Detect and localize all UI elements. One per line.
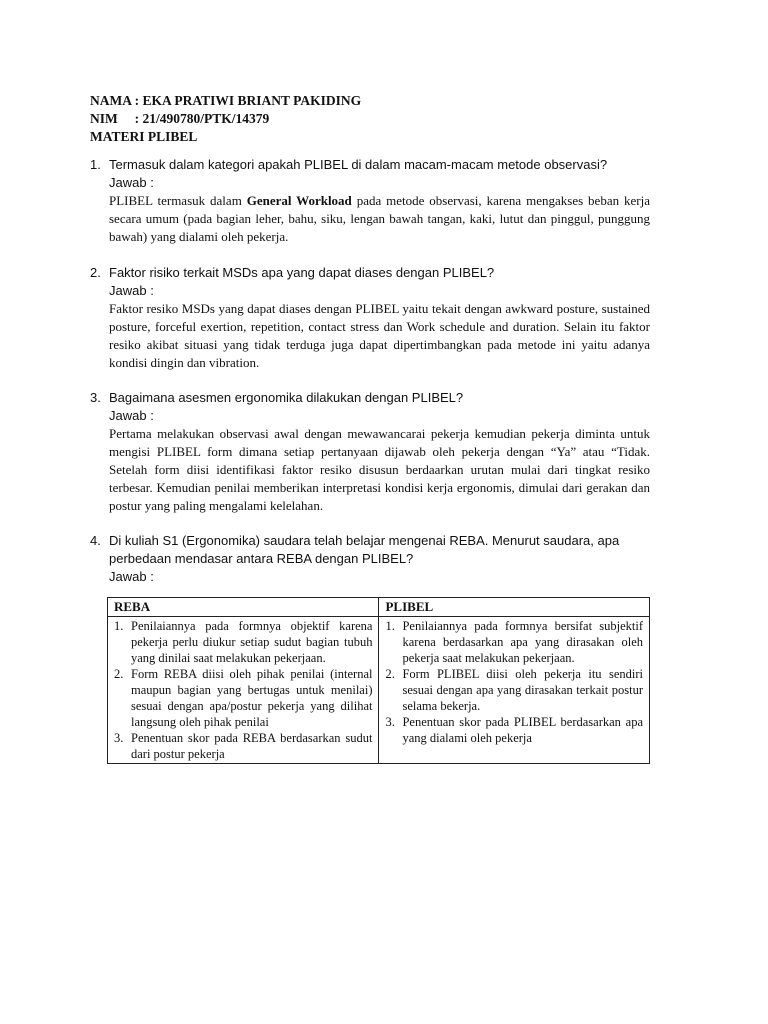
- comparison-table: [107, 597, 650, 764]
- question-text: Faktor risiko terkait MSDs apa yang dapat diases dengan PLIBEL?: [109, 265, 495, 280]
- question-1: [90, 156, 650, 246]
- answer-text: Faktor resiko MSDs yang dapat diases dengan PLIBEL yaitu tekait dengan awkward posture, sustained posture, forceful exertion, repetition, contact stress dan Work schedule and duration. Selain itu faktor resiko akibat situasi yang tidak terduga juga dapat dipertimbangkan pada metode ini yaitu adanya kondisi dingin dan vibration.: [109, 301, 650, 370]
- name-label: NAMA: [90, 93, 132, 108]
- question-3: [90, 389, 650, 515]
- answer-text: PLIBEL termasuk dalam General Workload pada metode observasi, karena mengakses beban kerja secara umum (pada bagian leher, bahu, siku, lengan bawah tangan, kaki, lutut dan pinggul, punggung bawah) yang dialami oleh pekerja.: [109, 193, 650, 244]
- question-2: [90, 264, 650, 372]
- answer-label: Jawab :: [109, 569, 154, 584]
- list-item: 2. Form PLIBEL diisi oleh pekerja itu sendiri sesuai dengan apa yang dirasakan terkait postur selama bekerja.: [385, 667, 643, 713]
- nim-value: 21/490780/PTK/14379: [142, 111, 270, 126]
- question-number: 2.: [90, 265, 101, 280]
- question-text: Di kuliah S1 (Ergonomika) saudara telah belajar mengenai REBA. Menurut saudara, apa perbedaan mendasar antara REBA dengan PLIBEL?: [109, 533, 620, 566]
- answer-bold-term: General Workload: [246, 193, 352, 208]
- answer-label: Jawab :: [109, 408, 154, 423]
- question-number: 4.: [90, 533, 101, 548]
- subject-title: MATERI PLIBEL: [90, 129, 198, 144]
- table-row: [108, 617, 650, 764]
- nim-row: NIM : 21/490780/PTK/14379: [90, 111, 270, 126]
- question-text: Termasuk dalam kategori apakah PLIBEL di dalam macam-macam metode observasi?: [109, 157, 608, 172]
- plibel-cell: [379, 617, 650, 764]
- question-text: Bagaimana asesmen ergonomika dilakukan dengan PLIBEL?: [109, 390, 464, 405]
- question-4: [90, 532, 650, 586]
- list-item: 3. Penentuan skor pada PLIBEL berdasarkan apa yang dialami oleh pekerja: [385, 715, 643, 745]
- table-header-reba: REBA: [108, 598, 379, 617]
- list-item: 3. Penentuan skor pada REBA berdasarkan sudut dari postur pekerja: [114, 731, 373, 761]
- table-header-plibel: PLIBEL: [379, 598, 650, 617]
- name-row: NAMA : EKA PRATIWI BRIANT PAKIDING: [90, 93, 362, 108]
- answer-label: Jawab :: [109, 175, 154, 190]
- question-number: 3.: [90, 390, 101, 405]
- list-item: 2. Form REBA diisi oleh pihak penilai (internal maupun bagian yang bertugas untuk menilai) sesuai dengan apa/postur pekerja yang dilihat langsung oleh pihak penilai: [114, 667, 373, 729]
- list-item: 1. Penilaiannya pada formnya objektif karena pekerja perlu diukur setiap sudut bagian tubuh yang dinilai saat melakukan pekerjaan.: [114, 619, 373, 665]
- answer-label: Jawab :: [109, 283, 154, 298]
- reba-cell: [108, 617, 379, 764]
- table-header-row: [108, 598, 650, 617]
- answer-text: Pertama melakukan observasi awal dengan mewawancarai pekerja kemudian pekerja diminta untuk mengisi PLIBEL form dimana setiap pertanyaan dijawab oleh pekerja dengan “Ya” atau “Tidak. Setelah form diisi identifikasi faktor resiko disusun berdaarkan urutan mulai dari tingkat resiko terbesar. Kemudian penilai memberikan interpretasi kondisi kerja ergonomis, dimulai dari gerakan dan postur yang paling mengalami kelelahan.: [109, 426, 650, 513]
- student-header: [90, 92, 361, 146]
- list-item: 1. Penilaiannya pada formnya bersifat subjektif karena berdasarkan apa yang dirasakan oleh pekerja saat melakukan pekerjaan.: [385, 619, 643, 665]
- question-number: 1.: [90, 157, 101, 172]
- nim-label: NIM: [90, 111, 118, 126]
- name-value: EKA PRATIWI BRIANT PAKIDING: [142, 93, 362, 108]
